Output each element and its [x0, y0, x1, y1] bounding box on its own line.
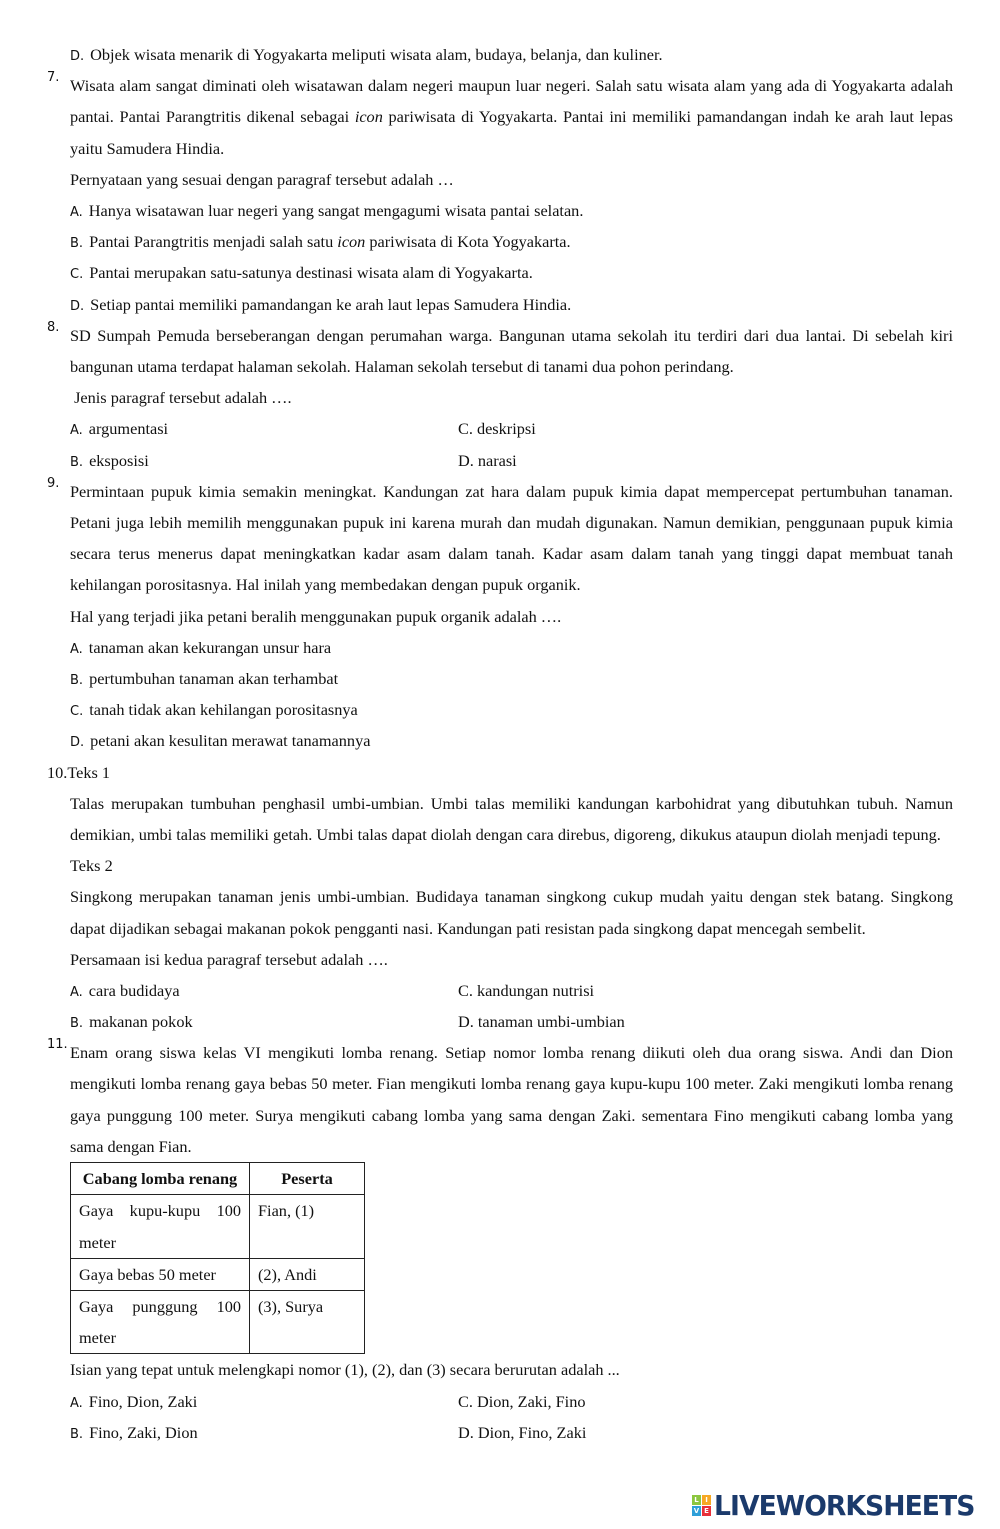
question-heading-text: 10.Teks 1: [47, 762, 111, 782]
option-text: pertumbuhan tanaman akan terhambat: [89, 668, 339, 688]
option-label: C.: [70, 267, 84, 283]
answer-option[interactable]: [70, 289, 571, 322]
option-text: makanan pokok: [89, 1012, 193, 1032]
option-text: Setiap pantai memiliki pamandangan ke arah laut lepas Samudera Hindia.: [90, 294, 572, 314]
question-paragraph: [0, 1037, 1000, 1162]
table-header-row: [71, 1163, 365, 1195]
option-text: argumentasi: [88, 419, 169, 439]
answer-option[interactable]: [70, 39, 663, 72]
option-label: D.: [458, 1012, 474, 1032]
question-paragraph: [0, 944, 1000, 975]
option-row: [0, 694, 1000, 725]
option-row: [0, 725, 1000, 756]
option-label: D.: [70, 298, 85, 314]
option-text: tanaman akan kekurangan unsur hara: [88, 637, 332, 657]
answer-option[interactable]: [70, 725, 370, 758]
answer-option[interactable]: [70, 226, 571, 259]
logo-text: LIVEWORKSHEETS: [714, 1489, 975, 1522]
question-number: 8.: [47, 319, 60, 335]
option-row: [0, 39, 1000, 70]
answer-option[interactable]: [70, 975, 180, 1008]
option-row: [0, 663, 1000, 694]
answer-option[interactable]: [70, 663, 338, 696]
option-row: [0, 975, 1000, 1006]
option-text: Dion, Fino, Zaki: [477, 1422, 587, 1442]
question-number: 7.: [47, 70, 60, 86]
option-row: [0, 195, 1000, 226]
option-text: Dion, Zaki, Fino: [476, 1391, 586, 1411]
table-cell: Fian, (1): [250, 1195, 365, 1258]
question-number: 11.: [47, 1037, 68, 1053]
question-paragraph: [0, 850, 1000, 881]
paragraph-text: Isian yang tepat untuk melengkapi nomor (1), (2), dan (3) secara berurutan adalah ...: [70, 1360, 620, 1380]
option-text: Objek wisata menarik di Yogyakarta meliputi wisata alam, budaya, belanja, dan kuliner.: [90, 45, 663, 64]
table-row: [71, 1258, 365, 1290]
question-heading: [0, 757, 1000, 788]
paragraph-text: Wisata alam sangat diminati oleh wisatawan dalam negeri maupun luar negeri. Salah satu wisata alam yang ada di Yogyakarta adalah pantai. Pantai Parangtritis dikenal sebagai icon pariwisata di Yogyakarta. Pantai ini memiliki pamandangan indah ke arah laut lepas yaitu Samudera Hindia.: [70, 76, 953, 158]
question-paragraph: [0, 320, 1000, 382]
option-label: A.: [70, 984, 83, 1000]
paragraph-text: Persamaan isi kedua paragraf tersebut adalah ….: [70, 949, 388, 969]
option-row: [0, 1417, 1000, 1448]
question-paragraph: [0, 788, 1000, 850]
answer-option[interactable]: [458, 1386, 585, 1417]
option-row: [0, 413, 1000, 444]
table-header: Peserta: [250, 1163, 365, 1195]
logo-tiles-icon: [692, 1495, 711, 1516]
answer-option[interactable]: [458, 413, 536, 444]
table-row: [71, 1195, 365, 1258]
option-row: [0, 226, 1000, 257]
option-label: B.: [70, 454, 84, 470]
answer-option[interactable]: [70, 195, 583, 228]
question-paragraph: [0, 70, 1000, 164]
answer-option[interactable]: [70, 1386, 197, 1419]
option-text: narasi: [477, 450, 517, 470]
swimming-table: [70, 1162, 365, 1354]
answer-option[interactable]: [70, 445, 149, 478]
answer-option[interactable]: [458, 1006, 625, 1037]
paragraph-text: Teks 2: [70, 856, 113, 876]
paragraph-text: Jenis paragraf tersebut adalah ….: [70, 388, 292, 408]
option-text: eksposisi: [89, 450, 149, 470]
question-paragraph: [0, 601, 1000, 632]
option-text: tanah tidak akan kehilangan porositasnya: [89, 700, 358, 720]
option-label: B.: [70, 1426, 84, 1442]
option-text: petani akan kesulitan merawat tanamannya: [90, 731, 371, 751]
option-label: D.: [458, 1422, 474, 1442]
option-label: B.: [70, 236, 84, 252]
answer-option[interactable]: [458, 975, 594, 1006]
option-row: [0, 1386, 1000, 1417]
table-header: Cabang lomba renang: [71, 1163, 250, 1195]
paragraph-text: Permintaan pupuk kimia semakin meningkat. Kandungan zat hara dalam pupuk kimia dapat mempercepat pertumbuhan tanaman. Petani juga lebih memilih menggunakan pupuk ini karena murah dan mudah digunakan. Namun demikian, penggunaan pupuk kimia secara terus menerus dapat meningkatkan kadar asam dalam tanah. Kadar asam dalam tanah yang tinggi dapat membuat tanah kehilangan porositasnya. Hal inilah yang membedakan dengan pupuk organik.: [70, 481, 953, 595]
question-paragraph: [0, 164, 1000, 195]
worksheet-content: [0, 39, 1000, 1448]
option-label: A.: [70, 1395, 83, 1411]
answer-option[interactable]: [70, 1417, 198, 1450]
option-text: Pantai merupakan satu-satunya destinasi wisata alam di Yogyakarta.: [89, 263, 533, 283]
paragraph-text: Hal yang terjadi jika petani beralih menggunakan pupuk organik adalah ….: [70, 606, 562, 626]
question-number: 9.: [47, 475, 60, 491]
option-label: D.: [70, 49, 85, 64]
question-paragraph: [0, 1354, 1000, 1385]
option-row: [0, 1006, 1000, 1037]
logo-tile: I: [702, 1495, 711, 1505]
option-label: A.: [70, 423, 83, 439]
option-text: Fino, Zaki, Dion: [89, 1422, 198, 1442]
table-cell: Gaya kupu-kupu 100 meter: [71, 1195, 250, 1258]
option-row: [0, 632, 1000, 663]
paragraph-text: SD Sumpah Pemuda berseberangan dengan perumahan warga. Bangunan utama sekolah itu terdiri dari dua lantai. Di sebelah kiri bangunan utama terdapat halaman sekolah. Halaman sekolah tersebut di tanami dua pohon perindang.: [70, 325, 953, 376]
question-paragraph: [0, 476, 1000, 601]
option-label: C.: [458, 1391, 473, 1411]
option-text: tanaman umbi-umbian: [477, 1012, 625, 1032]
answer-option[interactable]: [70, 694, 358, 727]
table-cell: Gaya bebas 50 meter: [71, 1258, 250, 1290]
option-label: C.: [458, 980, 473, 1000]
logo-tile: L: [692, 1495, 701, 1505]
option-label: D.: [458, 450, 474, 470]
question-paragraph: [0, 382, 1000, 413]
option-text: Pantai Parangtritis menjadi salah satu icon pariwisata di Kota Yogyakarta.: [89, 232, 571, 252]
answer-option[interactable]: [458, 445, 517, 476]
answer-option[interactable]: [458, 1417, 586, 1448]
table-cell: (3), Surya: [250, 1290, 365, 1353]
option-text: Hanya wisatawan luar negeri yang sangat mengagumi wisata pantai selatan.: [88, 201, 584, 220]
option-label: D.: [70, 735, 85, 751]
option-text: Fino, Dion, Zaki: [88, 1391, 198, 1411]
option-row: [0, 445, 1000, 476]
table-cell: (2), Andi: [250, 1258, 365, 1290]
option-text: cara budidaya: [88, 980, 180, 1000]
answer-option[interactable]: [70, 257, 533, 290]
option-label: B.: [70, 672, 84, 688]
answer-option[interactable]: [70, 1006, 193, 1039]
table-cell: Gaya punggung 100 meter: [71, 1290, 250, 1353]
option-label: C.: [458, 419, 473, 439]
paragraph-text: Pernyataan yang sesuai dengan paragraf tersebut adalah …: [70, 169, 454, 189]
answer-option[interactable]: [70, 632, 331, 665]
logo-tile: V: [693, 1507, 700, 1515]
liveworksheets-logo: [692, 1489, 988, 1522]
question-paragraph: [0, 881, 1000, 943]
option-text: kandungan nutrisi: [476, 980, 595, 1000]
paragraph-text: Enam orang siswa kelas VI mengikuti lomba renang. Setiap nomor lomba renang diikuti oleh dua orang siswa. Andi dan Dion mengikuti lomba renang gaya bebas 50 meter. Fian mengikuti lomba renang gaya kupu-kupu 100 meter. Zaki mengikuti lomba renang gaya punggung 100 meter. Surya mengikuti cabang lomba yang sama dengan Zaki. sementara Fino mengikuti cabang lomba yang sama dengan Fian.: [70, 1043, 953, 1156]
option-row: [0, 289, 1000, 320]
logo-tile: E: [702, 1506, 711, 1516]
option-text: deskripsi: [476, 419, 536, 439]
paragraph-text: Talas merupakan tumbuhan penghasil umbi-umbian. Umbi talas memiliki kandungan karbohidrat yang dibutuhkan tubuh. Namun demikian, umbi talas memiliki getah. Umbi talas dapat diolah dengan cara direbus, digoreng, dikukus ataupun diolah menjadi tepung.: [70, 793, 953, 844]
answer-option[interactable]: [70, 413, 168, 446]
option-label: A.: [70, 205, 83, 220]
option-row: [0, 257, 1000, 288]
option-label: A.: [70, 641, 83, 657]
paragraph-text: Singkong merupakan tanaman jenis umbi-umbian. Budidaya tanaman singkong cukup mudah yaitu dengan stek batang. Singkong dapat dijadikan sebagai makanan pokok pengganti nasi. Kandungan pati resistan pada singkong dapat mencegah sembelit.: [70, 887, 953, 938]
option-label: C.: [70, 704, 84, 720]
option-label: B.: [70, 1016, 84, 1032]
table-row: [71, 1290, 365, 1353]
